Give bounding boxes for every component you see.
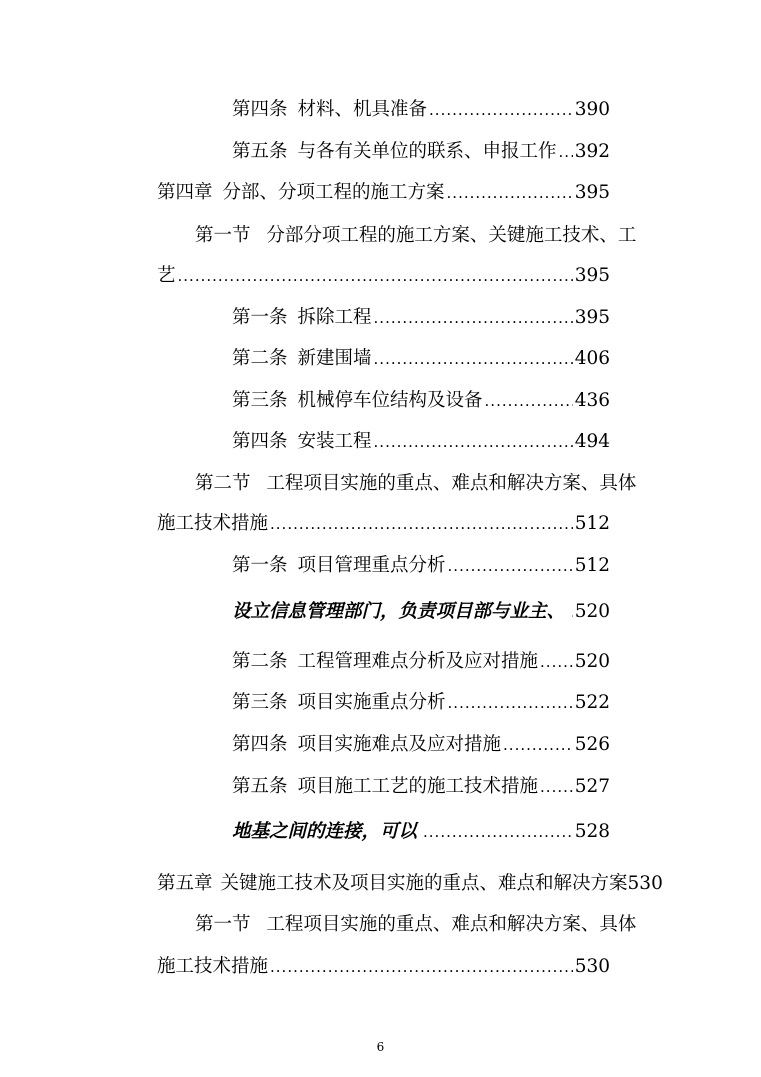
- toc-entry-page: 392: [574, 141, 610, 162]
- toc-entry-label: 第二节: [195, 473, 251, 494]
- toc-entry[interactable]: [232, 389, 610, 413]
- toc-entry-title: 分部、分项工程的施工方案: [222, 182, 445, 203]
- toc-entry-title: 项目施工工艺的施工技术措施: [297, 776, 539, 797]
- toc-entry-page: 494: [574, 431, 610, 452]
- toc-entry-label: 第四条: [232, 431, 288, 452]
- toc-entry[interactable]: [232, 691, 610, 715]
- toc-entry-heading[interactable]: [195, 472, 636, 496]
- toc-entry-title: 设立信息管理部门，负责项目部与业主、: [232, 601, 566, 622]
- toc-entry-page: 530: [627, 873, 663, 894]
- toc-leader-dots: [374, 430, 573, 454]
- toc-leader-dots: [178, 264, 573, 288]
- toc-entry-page: 512: [574, 555, 610, 576]
- toc-leader-dots: [540, 775, 573, 799]
- toc-entry[interactable]: [232, 650, 610, 674]
- toc-leader-dots: [423, 820, 573, 844]
- toc-entry-label: 第一条: [232, 555, 288, 576]
- toc-entry-page: 395: [574, 265, 610, 286]
- toc-entry-label: 第五条: [232, 776, 288, 797]
- toc-entry-continuation[interactable]: [157, 512, 610, 536]
- toc-entry-label: 第四条: [232, 99, 288, 120]
- toc-entry-title: 项目实施难点及应对措施: [297, 734, 502, 755]
- toc-entry-title: 机械停车位结构及设备: [297, 390, 483, 411]
- toc-entry-label: 第一节: [195, 225, 251, 246]
- toc-entry-title: 项目实施重点分析: [297, 692, 446, 713]
- toc-entry-page: 520: [574, 601, 610, 622]
- toc-entry-title: 工程管理难点分析及应对措施: [297, 651, 539, 672]
- toc-entry-label: 第三条: [232, 692, 288, 713]
- toc-entry[interactable]: [232, 98, 610, 122]
- toc-entry-page: 390: [574, 99, 610, 120]
- toc-entry[interactable]: [232, 775, 610, 799]
- toc-entry-label: 第四条: [232, 734, 288, 755]
- toc-entry-title-continued: 艺: [157, 265, 176, 286]
- toc-leader-dots: [571, 600, 573, 624]
- toc-leader-dots: [503, 733, 573, 757]
- toc-entry[interactable]: [232, 554, 610, 578]
- toc-entry-page: 406: [574, 348, 610, 369]
- toc-entry-label: 第四章: [157, 182, 213, 203]
- toc-entry-title-continued: 施工技术措施: [157, 513, 269, 534]
- toc-entry[interactable]: [232, 600, 610, 624]
- toc-entry[interactable]: [232, 140, 610, 164]
- toc-entry-label: 第一节: [195, 914, 251, 935]
- toc-entry-page: 526: [574, 734, 610, 755]
- toc-entry-page: 528: [574, 821, 610, 842]
- toc-entry-heading[interactable]: [195, 224, 636, 248]
- toc-leader-dots: [374, 306, 573, 330]
- toc-entry[interactable]: [232, 306, 610, 330]
- page-number: 6: [376, 1040, 385, 1054]
- toc-entry-page: 530: [574, 956, 610, 977]
- toc-entry-label: 第二条: [232, 348, 288, 369]
- toc-entry-page: 512: [574, 513, 610, 534]
- toc-entry-page: 522: [574, 692, 610, 713]
- toc-entry[interactable]: [232, 733, 610, 757]
- toc-entry-title: 安装工程: [297, 431, 372, 452]
- toc-leader-dots: [448, 554, 573, 578]
- toc-entry-page: 395: [574, 182, 610, 203]
- toc-entry-label: 第五条: [232, 141, 288, 162]
- toc-entry-title: 新建围墙: [297, 348, 372, 369]
- toc-entry-label: 第一条: [232, 307, 288, 328]
- toc-entry[interactable]: [157, 872, 663, 896]
- toc-entry-title: 项目管理重点分析: [297, 555, 446, 576]
- toc-entry-title: 拆除工程: [297, 307, 372, 328]
- toc-entry-heading[interactable]: [195, 913, 636, 937]
- toc-entry-title: 地基之间的连接，可以: [232, 821, 418, 842]
- toc-leader-dots: [447, 181, 573, 205]
- toc-entry-page: 436: [574, 390, 610, 411]
- toc-entry-label: 第三条: [232, 390, 288, 411]
- toc-entry-continuation[interactable]: [157, 264, 610, 288]
- toc-entry[interactable]: [232, 430, 610, 454]
- toc-entry[interactable]: [232, 820, 610, 844]
- toc-leader-dots: [374, 347, 573, 371]
- toc-entry[interactable]: [157, 181, 610, 205]
- toc-entry-label: 第五章: [157, 873, 213, 894]
- toc-entry-page: 395: [574, 307, 610, 328]
- toc-entry-title: 材料、机具准备: [297, 99, 428, 120]
- toc-leader-dots: [485, 389, 573, 413]
- toc-entry-page: 520: [574, 651, 610, 672]
- toc-entry[interactable]: [232, 347, 610, 371]
- toc-entry-title: 分部分项工程的施工方案、关键施工技术、工: [266, 225, 637, 246]
- toc-leader-dots: [270, 955, 573, 979]
- toc-leader-dots: [448, 691, 573, 715]
- toc-entry-label: 第二条: [232, 651, 288, 672]
- toc-entry-title-continued: 施工技术措施: [157, 956, 269, 977]
- toc-leader-dots: [559, 140, 573, 164]
- toc-leader-dots: [429, 98, 573, 122]
- toc-leader-dots: [270, 512, 573, 536]
- toc-entry-title: 关键施工技术及项目实施的重点、难点和解决方案: [220, 873, 628, 894]
- toc-leader-dots: [540, 650, 573, 674]
- toc-entry-page: 527: [574, 776, 610, 797]
- toc-entry-title: 与各有关单位的联系、申报工作: [297, 141, 557, 162]
- toc-entry-title: 工程项目实施的重点、难点和解决方案、具体: [266, 473, 637, 494]
- toc-entry-continuation[interactable]: [157, 955, 610, 979]
- toc-entry-title: 工程项目实施的重点、难点和解决方案、具体: [266, 914, 637, 935]
